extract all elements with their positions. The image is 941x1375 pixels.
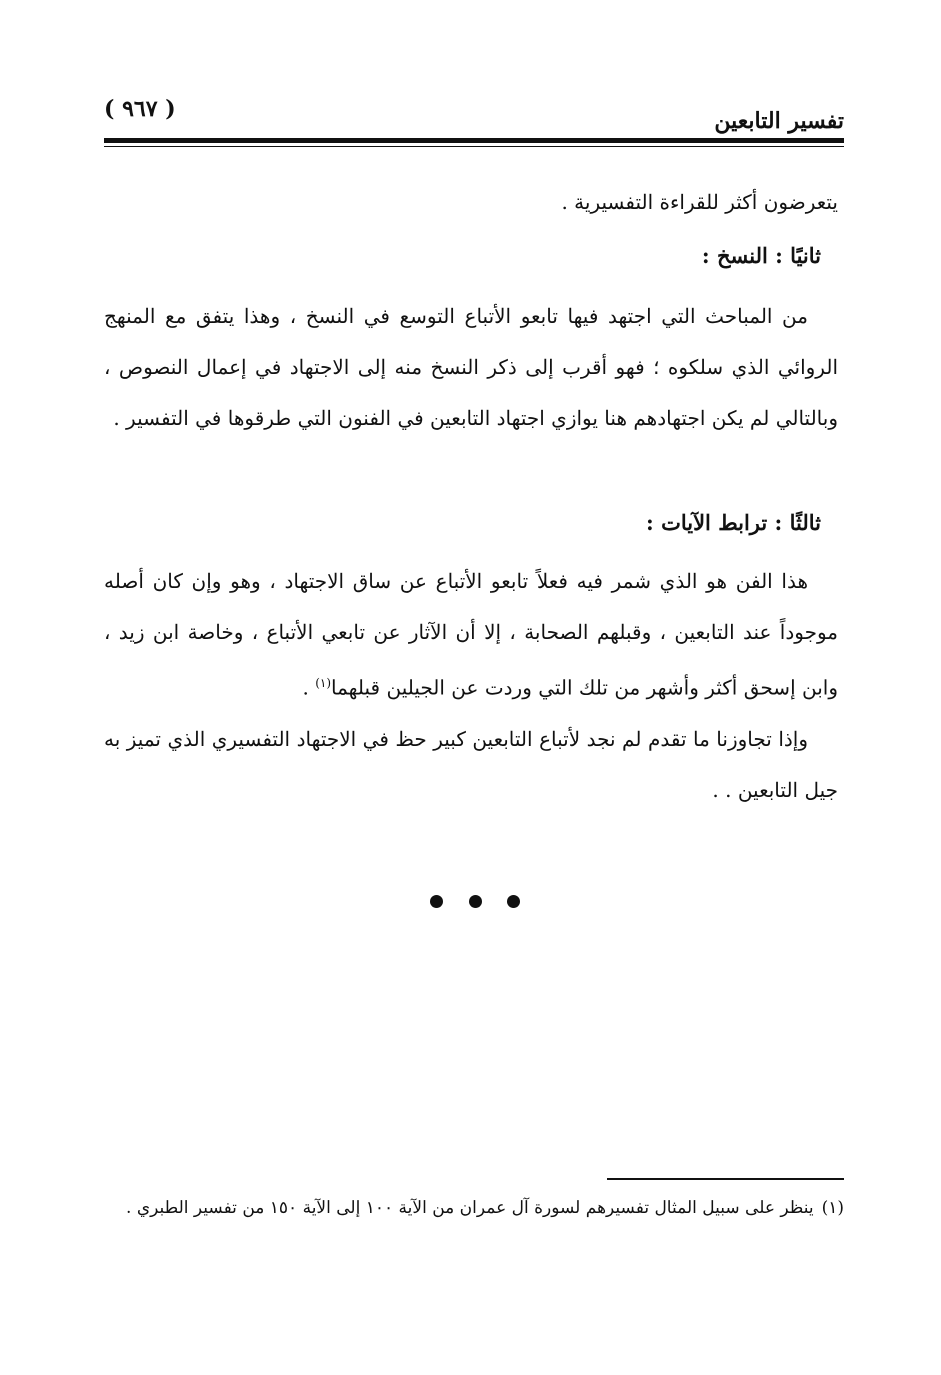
running-title: تفسير التابعين (714, 108, 844, 134)
section-separator (430, 890, 520, 912)
paragraph-verse-coherence-end: . (302, 675, 316, 700)
page-header (104, 96, 844, 136)
separator-dot (469, 895, 482, 908)
footnote-number: (١) (821, 1198, 844, 1218)
intro-line: يتعرضون أكثر للقراءة التفسيرية . (561, 190, 838, 214)
paragraph-closing: وإذا تجاوزنا ما تقدم لم نجد لأتباع التابعين كبير حظ في الاجتهاد التفسيري الذي تميز به جيل التابعين . . (104, 727, 838, 802)
footnote (104, 1192, 844, 1225)
paragraph-abrogation: من المباحث التي اجتهد فيها تابعو الأتباع التوسع في النسخ ، وهذا يتفق مع المنهج الروائي الذي سلكوه ؛ فهو أقرب إلى ذكر النسخ منه إلى الاجتهاد في إعمال النصوص ، وبالتالي لم يكن اجتهادهم هنا يوازي اجتهاد التابعين في الفنون التي طرقوها في التفسير . (104, 304, 838, 430)
footnote-text: ينظر على سبيل المثال تفسيرهم لسورة آل عمران من الآية ١٠٠ إلى الآية ١٥٠ من تفسير الطبري . (126, 1198, 814, 1218)
section-heading-abrogation: ثانيًا : النسخ : (701, 243, 821, 268)
separator-dot (430, 895, 443, 908)
header-rule-thick (104, 138, 844, 143)
paragraph-verse-coherence (104, 556, 838, 714)
header-rule-thin (104, 146, 844, 147)
footnote-rule (607, 1178, 844, 1180)
page-number: ( ٩٦٧ ) (104, 96, 176, 122)
section-heading-verse-coherence: ثالثًا : ترابط الآيات : (646, 510, 821, 535)
paragraph-verse-coherence-text: هذا الفن هو الذي شمر فيه فعلاً تابعو الأتباع عن ساق الاجتهاد ، وهو وإن كان أصله موجوداً عند التابعين ، وقبلهم الصحابة ، إلا أن الآثار عن تابعي الأتباع ، وخاصة ابن زيد ، وابن إسحق أكثر وأشهر من تلك التي وردت عن الجيلين قبلهما (104, 569, 838, 700)
separator-dot (507, 895, 520, 908)
footnote-reference: (١) (315, 676, 332, 690)
